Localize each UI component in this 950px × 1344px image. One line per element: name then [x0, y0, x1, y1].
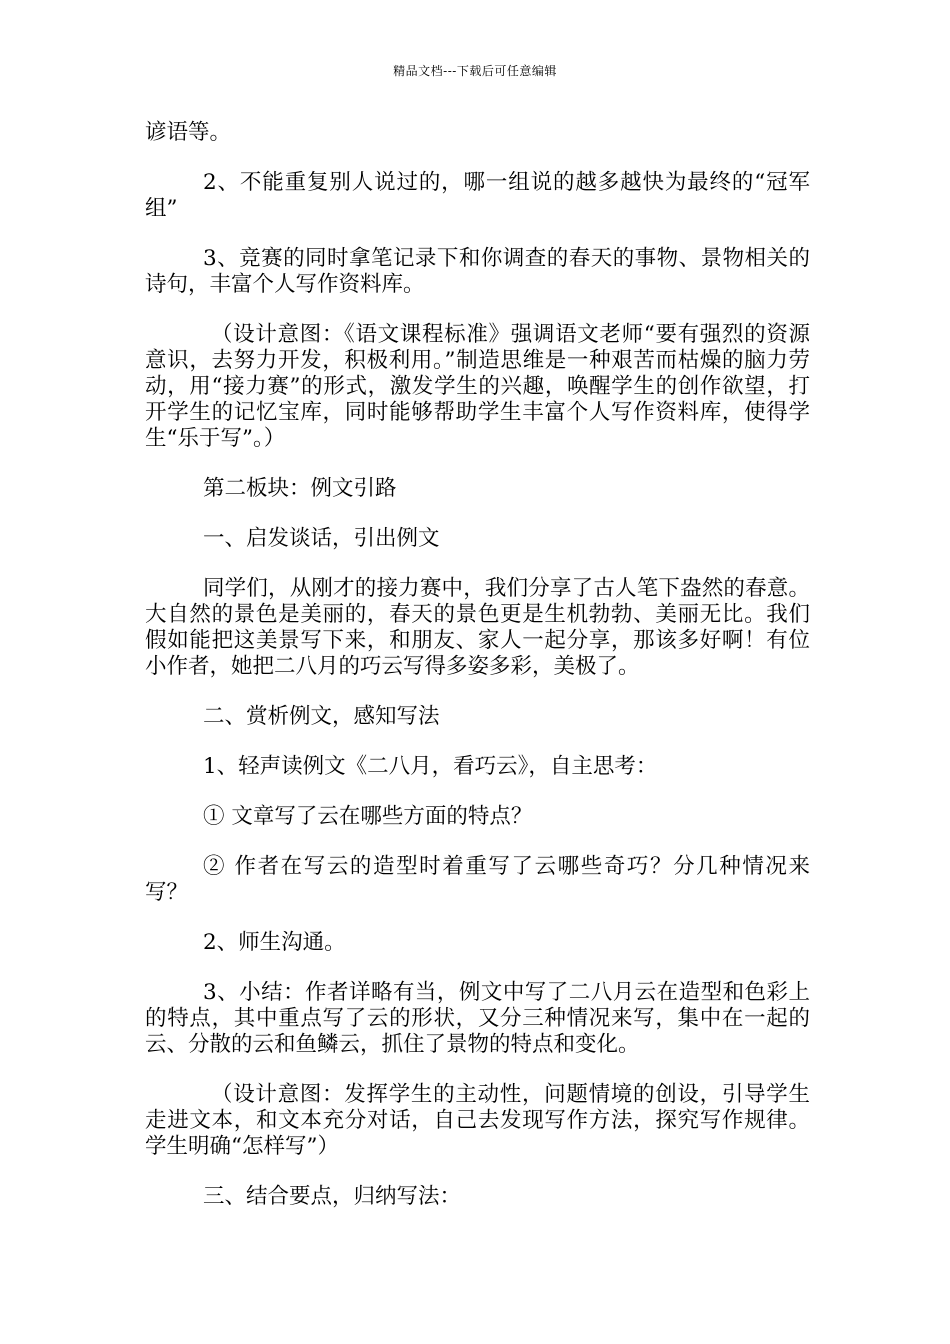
section-heading-2: 第二板块：例文引路	[203, 476, 397, 501]
paragraph-rule-2: 2、不能重复别人说过的，哪一组说的越多越快为最终的“冠军组”	[145, 170, 810, 221]
paragraph-rule-3: 3、竞赛的同时拿笔记录下和你调查的春天的事物、景物相关的诗句，丰富个人写作资料库。	[145, 246, 810, 297]
paragraph-continuation: 谚语等。	[145, 120, 232, 145]
paragraph-question-1: ① 文章写了云在哪些方面的特点？	[203, 804, 533, 829]
subheading-2: 二、赏析例文，感知写法	[203, 704, 440, 729]
paragraph-intro: 同学们，从刚才的接力赛中，我们分享了古人笔下盎然的春意。大自然的景色是美丽的，春天的景色更是生机勃勃、美丽无比。我们假如能把这美景写下来，和朋友、家人一起分享，那该多好啊！有位小作者，她把二八月的巧云写得多姿多彩，美极了。	[145, 576, 810, 679]
subheading-3: 三、结合要点，归纳写法：	[203, 1184, 462, 1209]
page-header: 精品文档---下载后可任意编辑	[393, 64, 557, 78]
subheading-1: 一、启发谈话，引出例文	[203, 526, 440, 551]
paragraph-design-note-1: （设计意图：《语文课程标准》强调语文老师“要有强烈的资源意识，去努力开发，积极利用。”制造思维是一种艰苦而枯燥的脑力劳动，用“接力赛”的形式，激发学生的兴趣，唤醒学生的创作欲望，打开学生的记忆宝库，同时能够帮助学生丰富个人写作资料库，使得学生“乐于写”。）	[145, 322, 810, 451]
paragraph-design-note-2: （设计意图：发挥学生的主动性，问题情境的创设，引导学生走进文本，和文本充分对话，自己去发现写作方法，探究写作规律。学生明确“怎样写”）	[145, 1082, 810, 1159]
paragraph-step-2: 2、师生沟通。	[203, 930, 346, 955]
paragraph-step-3: 3、小结：作者详略有当，例文中写了二八月云在造型和色彩上的特点，其中重点写了云的形状，又分三种情况来写，集中在一起的云、分散的云和鱼鳞云，抓住了景物的特点和变化。	[145, 980, 810, 1057]
paragraph-step-1: 1、轻声读例文《二八月，看巧云》，自主思考：	[203, 754, 658, 779]
paragraph-question-2: ② 作者在写云的造型时着重写了云哪些奇巧？分几种情况来写？	[145, 854, 810, 905]
document-body	[145, 120, 810, 1234]
